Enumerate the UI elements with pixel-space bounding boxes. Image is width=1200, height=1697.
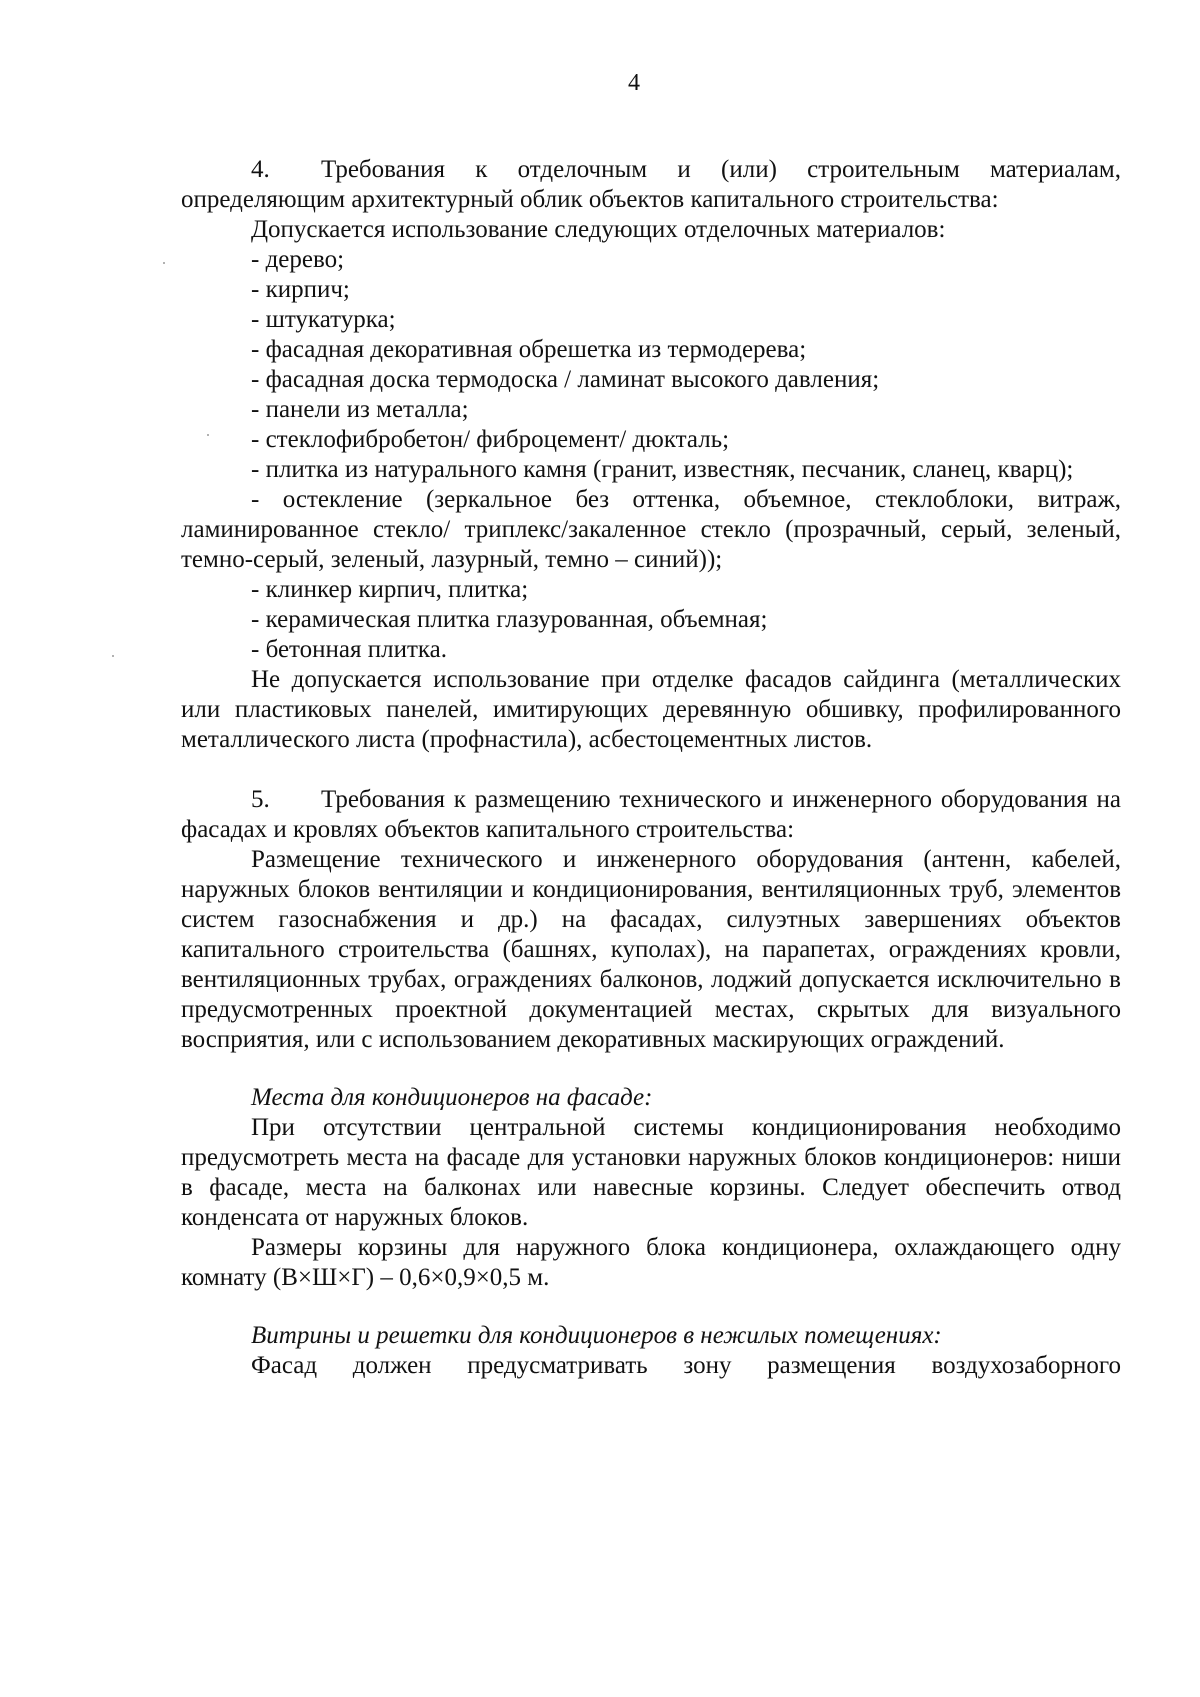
section-4-restriction: Не допускается использование при отделке фасадов сайдинга (металлических или пластиковых панелей, имитирующих деревянную обшивку, профилированного металлического листа (профнастила), асбестоцементных листов.: [181, 666, 1121, 753]
ac-places-paragraph: При отсутствии центральной системы кондиционирования необходимо предусмотреть места на фасаде для установки наружных блоков кондиционеров: ниши в фасаде, места на балконах или навесные корзины. Следует обеспечить отвод конденсата от наружных блоков.: [181, 1114, 1121, 1231]
spacer: [181, 1055, 1121, 1083]
section-4-number: 4.: [251, 156, 270, 183]
showcases-paragraph: Фасад должен предусматривать зону размещения воздухозаборного: [251, 1352, 1121, 1379]
section-5-body: Размещение технического и инженерного оборудования (антенн, кабелей, наружных блоков вентиляции и кондиционирования, вентиляционных труб, элементов систем газоснабжения и др.) на фасадах, силуэтных завершениях объектов капитального строительства (башнях, куполах), на парапетах, ограждениях кровли, вентиляционных трубах, ограждениях балконов, лоджий допускается исключительно в предусмотренных проектной документацией местах, скрытых для визуального восприятия, или с использованием декоративных маскирующих ограждений.: [181, 846, 1121, 1053]
list-item: - кирпич;: [251, 276, 350, 303]
list-item: - бетонная плитка.: [251, 636, 448, 663]
scan-speck: [112, 655, 114, 657]
section-5-number: 5.: [251, 786, 270, 813]
list-item: - фасадная доска термодоска / ламинат высокого давления;: [251, 366, 880, 393]
section-4-heading: 4. Требования к отделочным и (или) строительным материалам, определяющим архитектурный облик объектов капитального строительства:: [181, 156, 1121, 213]
page-number: 4: [628, 70, 640, 96]
list-item: - дерево;: [251, 246, 345, 273]
scan-speck: [163, 262, 165, 264]
spacer: [181, 755, 1121, 785]
list-item: - панели из металла;: [251, 396, 469, 423]
section-4-intro: Допускается использование следующих отделочных материалов:: [251, 216, 946, 243]
spacer: [181, 1293, 1121, 1321]
ac-basket-size-paragraph: Размеры корзины для наружного блока кондиционера, охлаждающего одну комнату (В×Ш×Г) – 0,6×0,9×0,5 м.: [181, 1234, 1121, 1291]
list-item: - стеклофибробетон/ фиброцемент/ дюкталь;: [251, 426, 730, 453]
showcases-title: Витрины и решетки для кондиционеров в нежилых помещениях:: [251, 1322, 942, 1349]
list-item: - штукатурка;: [251, 306, 396, 333]
list-item: - остекление (зеркальное без оттенка, объемное, стеклоблоки, витраж, ламинированное стекло/ триплекс/закаленное стекло (прозрачный, серый, зеленый, темно-серый, зеленый, лазурный, темно – синий));: [181, 486, 1121, 573]
section-5-heading: 5. Требования к размещению технического и инженерного оборудования на фасадах и кровлях объектов капитального строительства:: [181, 786, 1121, 843]
ac-places-title: Места для кондиционеров на фасаде:: [251, 1084, 653, 1111]
list-item: - плитка из натурального камня (гранит, известняк, песчаник, сланец, кварц);: [251, 456, 1074, 483]
list-item: - фасадная декоративная обрешетка из термодерева;: [251, 336, 807, 363]
list-item: - керамическая плитка глазурованная, объемная;: [251, 606, 768, 633]
document-body: [181, 155, 1121, 1381]
list-item: - клинкер кирпич, плитка;: [251, 576, 529, 603]
